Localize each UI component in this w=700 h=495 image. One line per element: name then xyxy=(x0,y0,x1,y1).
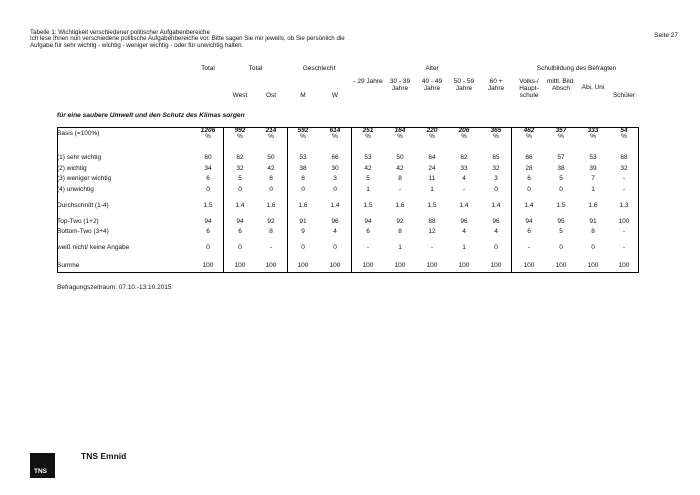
table-cell: 0 xyxy=(494,186,498,193)
table-cell: 53 xyxy=(299,154,307,161)
table-cell: 100 xyxy=(618,218,630,225)
table-cell: 91 xyxy=(589,218,597,225)
table-cell: 100 xyxy=(490,262,502,269)
basis-count: 1206 xyxy=(200,127,216,134)
column-divider xyxy=(638,127,639,273)
section-title: für eine saubere Umwelt und den Schutz des Klimas sorgen xyxy=(57,112,245,119)
table-cell: 9 xyxy=(301,228,305,235)
table-cell: 94 xyxy=(236,218,244,225)
row-label: (3) weniger wichtig xyxy=(57,175,112,182)
table-cell: 4 xyxy=(494,228,498,235)
column-header: M xyxy=(300,92,306,99)
table-cell: 0 xyxy=(333,244,337,251)
basis-count: 206 xyxy=(458,127,470,134)
table-cell: 0 xyxy=(591,244,595,251)
table-cell: - xyxy=(622,175,626,182)
table-cell: 30 xyxy=(331,165,339,172)
tns-logo-icon xyxy=(30,453,55,478)
table-cell: 50 xyxy=(267,154,275,161)
row-label: weiß nicht/ keine Angabe xyxy=(57,244,130,251)
table-cell: 24 xyxy=(428,165,436,172)
table-cell: 0 xyxy=(559,186,563,193)
table-cell: 32 xyxy=(492,165,500,172)
column-header: 50 - 59 Jahre xyxy=(453,78,475,92)
table-cell: 1.4 xyxy=(524,202,534,209)
table-cell: 28 xyxy=(525,165,533,172)
table-cell: 1.4 xyxy=(235,202,245,209)
table-cell: 1.4 xyxy=(459,202,469,209)
table-cell: 100 xyxy=(394,262,406,269)
table-cell: 5 xyxy=(559,228,563,235)
basis-count: 214 xyxy=(265,127,277,134)
question-line-2: Aufgabe für sehr wichtig - wichtig - weniger wichtig - oder für unwichtig halten. xyxy=(30,41,244,49)
table-cell: 4 xyxy=(462,175,466,182)
table-cell: 0 xyxy=(494,244,498,251)
table-cell: - xyxy=(527,244,531,251)
table-cell: - xyxy=(462,186,466,193)
table-cell: 0 xyxy=(238,244,242,251)
table-cell: 1.6 xyxy=(298,202,308,209)
percent-sign: % xyxy=(332,133,338,140)
percent-sign: % xyxy=(429,133,435,140)
percent-sign: % xyxy=(526,133,532,140)
table-cell: 62 xyxy=(460,154,468,161)
column-divider xyxy=(511,127,512,273)
percent-sign: % xyxy=(365,133,371,140)
percent-sign: % xyxy=(268,133,274,140)
basis-value xyxy=(459,128,470,140)
percent-sign: % xyxy=(205,133,211,140)
column-divider xyxy=(287,127,288,273)
table-cell: 11 xyxy=(428,175,436,182)
row-label: (1) sehr wichtig xyxy=(57,154,102,161)
table-cell: 8 xyxy=(269,175,273,182)
percent-sign: % xyxy=(621,133,627,140)
table-cell: 1.5 xyxy=(363,202,373,209)
table-cell: - xyxy=(622,186,626,193)
table-cell: 1 xyxy=(430,186,434,193)
question-line-1: Ich lese Ihnen nun verschiedene politische Aufgabenbereiche vor. Bitte sagen Sie mir jeweils, ob Sie persönlich die xyxy=(30,35,345,43)
table-cell: 96 xyxy=(460,218,468,225)
column-divider xyxy=(351,127,352,273)
row-label: Bottom-Two (3+4) xyxy=(57,228,109,235)
percent-sign: % xyxy=(493,133,499,140)
basis-value xyxy=(588,128,599,140)
basis-count: 333 xyxy=(587,127,599,134)
column-header: 60 + Jahre xyxy=(487,78,505,92)
table-cell: 8 xyxy=(301,175,305,182)
table-cell: 8 xyxy=(398,228,402,235)
group-header: Geschlecht xyxy=(302,65,336,72)
row-label: Top-Two (1+2) xyxy=(57,218,99,225)
basis-value xyxy=(395,128,406,140)
percent-sign: % xyxy=(237,133,243,140)
table-cell: 100 xyxy=(234,262,246,269)
column-header: 30 - 39 Jahre xyxy=(389,78,411,92)
table-cell: 6 xyxy=(206,175,210,182)
table-cell: 1 xyxy=(462,244,466,251)
table-cell: 5 xyxy=(559,175,563,182)
table-cell: 0 xyxy=(333,186,337,193)
basis-value xyxy=(491,128,502,140)
table-cell: 42 xyxy=(267,165,275,172)
table-cell: 5 xyxy=(366,175,370,182)
rule-line xyxy=(57,272,639,273)
basis-value xyxy=(524,128,535,140)
table-cell: - xyxy=(622,228,626,235)
table-cell: 66 xyxy=(331,154,339,161)
table-cell: 1 xyxy=(591,186,595,193)
basis-count: 251 xyxy=(362,127,374,134)
basis-value xyxy=(266,128,277,140)
percent-sign: % xyxy=(590,133,596,140)
percent-sign: % xyxy=(397,133,403,140)
table-cell: - xyxy=(622,244,626,251)
table-cell: 5 xyxy=(238,175,242,182)
basis-count: 164 xyxy=(394,127,406,134)
table-cell: 1.6 xyxy=(266,202,276,209)
table-cell: 1.5 xyxy=(203,202,213,209)
table-cell: 94 xyxy=(364,218,372,225)
table-cell: 66 xyxy=(525,154,533,161)
table-cell: 88 xyxy=(428,218,436,225)
table-cell: 0 xyxy=(301,186,305,193)
table-cell: 1.5 xyxy=(427,202,437,209)
table-cell: - xyxy=(398,186,402,193)
table-title: Tabelle 1: Wichtigkeit verschiedener politischer Aufgabenbereiche xyxy=(30,29,210,36)
table-cell: 3 xyxy=(333,175,337,182)
table-cell: 38 xyxy=(557,165,565,172)
column-header: Volks-/ Haupt- schule xyxy=(519,78,539,99)
row-label: Summe xyxy=(57,262,80,269)
table-cell: 100 xyxy=(202,262,214,269)
table-cell: 1.6 xyxy=(395,202,405,209)
column-header: Ost xyxy=(265,92,277,99)
table-cell: 4 xyxy=(462,228,466,235)
table-cell: 1 xyxy=(366,186,370,193)
column-divider xyxy=(223,127,224,273)
table-cell: 0 xyxy=(301,244,305,251)
basis-count: 220 xyxy=(426,127,438,134)
table-cell: 0 xyxy=(206,186,210,193)
basis-count: 592 xyxy=(297,127,309,134)
logo-text: TNS xyxy=(34,468,47,475)
table-cell: 8 xyxy=(591,228,595,235)
basis-value xyxy=(363,128,374,140)
column-header: - 29 Jahre xyxy=(353,78,383,85)
table-cell: 8 xyxy=(269,228,273,235)
table-cell: 68 xyxy=(620,154,628,161)
table-cell: 0 xyxy=(527,186,531,193)
basis-value xyxy=(330,128,341,140)
column-header: West xyxy=(232,92,248,99)
table-cell: 42 xyxy=(364,165,372,172)
group-header: Alter xyxy=(425,65,439,72)
table-cell: - xyxy=(269,244,273,251)
table-cell: 1.5 xyxy=(556,202,566,209)
table-cell: 1.4 xyxy=(491,202,501,209)
survey-period: Befragungszeitraum: 07.10.-13.10.2015 xyxy=(57,284,172,291)
table-cell: 1.3 xyxy=(619,202,629,209)
table-cell: 95 xyxy=(557,218,565,225)
table-cell: 3 xyxy=(494,175,498,182)
percent-sign: % xyxy=(558,133,564,140)
basis-value xyxy=(427,128,438,140)
table-cell: 42 xyxy=(396,165,404,172)
basis-count: 365 xyxy=(490,127,502,134)
table-cell: 100 xyxy=(458,262,470,269)
table-cell: 38 xyxy=(299,165,307,172)
table-cell: 50 xyxy=(396,154,404,161)
group-header: Total xyxy=(248,65,263,72)
column-divider xyxy=(57,127,58,273)
table-cell: 100 xyxy=(587,262,599,269)
basis-value xyxy=(201,128,215,140)
table-cell: 60 xyxy=(204,154,212,161)
table-cell: 91 xyxy=(299,218,307,225)
table-cell: 6 xyxy=(206,228,210,235)
basis-value xyxy=(235,128,246,140)
column-header: Abi, Uni xyxy=(581,84,605,91)
basis-value xyxy=(556,128,567,140)
table-cell: 6 xyxy=(366,228,370,235)
column-header: 40 - 49 Jahre xyxy=(421,78,443,92)
table-cell: 53 xyxy=(364,154,372,161)
table-cell: 94 xyxy=(525,218,533,225)
table-cell: 64 xyxy=(428,154,436,161)
basis-count: 992 xyxy=(234,127,246,134)
column-header: mittl. Bild. Absch xyxy=(546,78,576,92)
table-cell: 92 xyxy=(396,218,404,225)
row-label: (4) unwichtig xyxy=(57,186,94,193)
table-cell: 39 xyxy=(589,165,597,172)
table-cell: 0 xyxy=(269,186,273,193)
table-cell: 6 xyxy=(238,228,242,235)
table-cell: 0 xyxy=(238,186,242,193)
column-header: W xyxy=(331,92,339,99)
group-header: Schulbildung des Befragten xyxy=(536,65,617,72)
table-cell: 57 xyxy=(557,154,565,161)
table-cell: 96 xyxy=(492,218,500,225)
table-cell: 8 xyxy=(398,175,402,182)
table-cell: 0 xyxy=(206,244,210,251)
table-cell: 100 xyxy=(329,262,341,269)
basis-label: Basis (=100%) xyxy=(57,130,100,137)
group-header: Total xyxy=(201,65,215,72)
table-cell: 96 xyxy=(331,218,339,225)
table-cell: 53 xyxy=(589,154,597,161)
table-cell: 6 xyxy=(527,175,531,182)
table-cell: 100 xyxy=(297,262,309,269)
basis-count: 54 xyxy=(620,127,628,134)
table-cell: 100 xyxy=(265,262,277,269)
table-cell: 1 xyxy=(398,244,402,251)
basis-count: 614 xyxy=(329,127,341,134)
table-cell: 32 xyxy=(620,165,628,172)
column-header: Schüler xyxy=(612,92,636,99)
row-label: Durchschnitt (1-4) xyxy=(57,202,109,209)
percent-sign: % xyxy=(300,133,306,140)
basis-value xyxy=(620,128,627,140)
page-number: Seite 27 xyxy=(654,32,678,39)
row-label: (2) wichtig xyxy=(57,165,87,172)
table-cell: 100 xyxy=(555,262,567,269)
table-cell: 4 xyxy=(333,228,337,235)
percent-sign: % xyxy=(461,133,467,140)
table-cell: 12 xyxy=(428,228,436,235)
table-cell: - xyxy=(430,244,434,251)
table-cell: 100 xyxy=(426,262,438,269)
table-cell: 62 xyxy=(236,154,244,161)
table-cell: - xyxy=(366,244,370,251)
basis-count: 357 xyxy=(555,127,567,134)
table-cell: 94 xyxy=(204,218,212,225)
table-cell: 100 xyxy=(523,262,535,269)
table-cell: 6 xyxy=(527,228,531,235)
table-cell: 92 xyxy=(267,218,275,225)
basis-count: 462 xyxy=(523,127,535,134)
table-cell: 100 xyxy=(618,262,630,269)
table-cell: 100 xyxy=(362,262,374,269)
table-cell: 7 xyxy=(591,175,595,182)
rule-line xyxy=(57,127,639,128)
table-cell: 1.4 xyxy=(330,202,340,209)
table-cell: 0 xyxy=(559,244,563,251)
table-cell: 32 xyxy=(236,165,244,172)
table-cell: 33 xyxy=(460,165,468,172)
table-cell: 65 xyxy=(492,154,500,161)
brand-name: TNS Emnid xyxy=(81,451,127,461)
table-cell: 34 xyxy=(204,165,212,172)
table-cell: 1.6 xyxy=(588,202,598,209)
basis-value xyxy=(298,128,309,140)
